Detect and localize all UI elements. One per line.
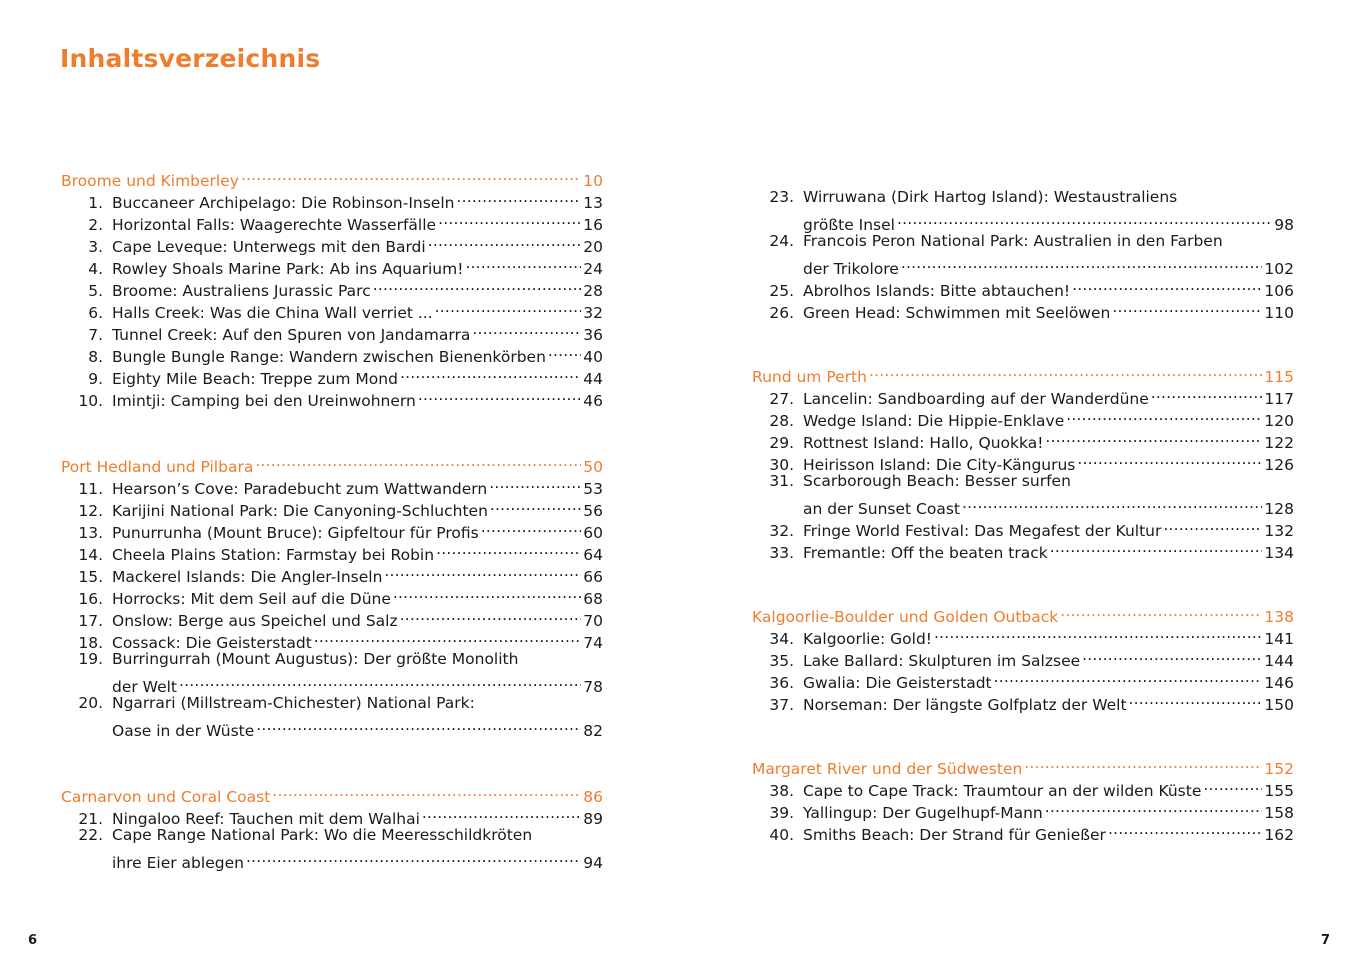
entry-title: Broome: Australiens Jurassic Parc (112, 282, 371, 300)
toc-entry[interactable] (60, 846, 603, 872)
leader-dots (373, 274, 582, 296)
entry-title: Green Head: Schwimmen mit Seelöwen (803, 304, 1111, 322)
entry-number: 14. (78, 546, 103, 564)
toc-entry[interactable] (60, 648, 603, 670)
entry-page: 70 (583, 612, 603, 630)
leader-dots (1060, 600, 1262, 622)
page-number-left: 6 (28, 933, 38, 948)
section-heading[interactable] (60, 780, 603, 806)
entry-number: 27. (769, 390, 794, 408)
entry-page: 122 (1264, 434, 1294, 452)
entry-number: 7. (88, 326, 103, 344)
leader-dots (548, 340, 581, 362)
entry-number: 10. (78, 392, 103, 410)
leader-dots (179, 670, 581, 692)
entry-title: Buccaneer Archipelago: Die Robinson-Inseln (112, 194, 455, 212)
entry-page: 28 (583, 282, 603, 300)
entry-page: 44 (583, 370, 603, 388)
toc-section (751, 186, 1294, 322)
leader-dots (472, 318, 581, 340)
entry-page: 36 (583, 326, 603, 344)
entry-page: 144 (1264, 652, 1294, 670)
entry-title: größte Insel (803, 216, 895, 234)
entry-page: 120 (1264, 412, 1294, 430)
leader-dots (1112, 296, 1262, 318)
entry-title: Wirruwana (Dirk Hartog Island): Westaustraliens (803, 188, 1178, 206)
entry-page: 46 (583, 392, 603, 410)
entry-title: Rottnest Island: Hallo, Quokka! (803, 434, 1044, 452)
leader-dots (489, 472, 581, 494)
toc-section (60, 450, 603, 740)
entry-title: Rowley Shoals Marine Park: Ab ins Aquarium! (112, 260, 464, 278)
entry-title: an der Sunset Coast (803, 500, 960, 518)
leader-dots (435, 296, 582, 318)
entry-title: Onslow: Berge aus Speichel und Salz (112, 612, 398, 630)
entry-number: 15. (78, 568, 103, 586)
entry-title: Abrolhos Islands: Bitte abtauchen! (803, 282, 1071, 300)
section-title: Rund um Perth (752, 368, 867, 386)
toc-column-right (751, 186, 1294, 882)
entry-number: 31. (769, 472, 794, 490)
entry-number: 35. (769, 652, 794, 670)
entry-title: Scarborough Beach: Besser surfen (803, 472, 1071, 490)
entry-page: 117 (1264, 390, 1294, 408)
entry-title: Oase in der Wüste (112, 722, 255, 740)
entry-page: 128 (1264, 500, 1294, 518)
entry-title: Tunnel Creek: Auf den Spuren von Jandamarra (112, 326, 471, 344)
entry-page: 16 (583, 216, 603, 234)
entry-title: Fremantle: Off the beaten track (803, 544, 1048, 562)
entry-number: 38. (769, 782, 794, 800)
toc-entry[interactable] (751, 186, 1294, 208)
entry-page: 78 (583, 678, 603, 696)
entry-title: Bungle Bungle Range: Wandern zwischen Bienenkörben (112, 348, 546, 366)
section-page: 152 (1264, 760, 1294, 778)
leader-dots (393, 582, 581, 604)
leader-dots (1203, 774, 1262, 796)
entry-number: 26. (769, 304, 794, 322)
entry-page: 110 (1264, 304, 1294, 322)
entry-number: 39. (769, 804, 794, 822)
toc-section (751, 360, 1294, 562)
section-heading[interactable] (751, 752, 1294, 778)
entry-number: 29. (769, 434, 794, 452)
entry-page: 158 (1264, 804, 1294, 822)
toc-section (60, 780, 603, 872)
entry-title: Halls Creek: Was die China Wall verriet ... (112, 304, 433, 322)
entry-page: 146 (1264, 674, 1294, 692)
entry-title: Eighty Mile Beach: Treppe zum Mond (112, 370, 398, 388)
entry-title: Wedge Island: Die Hippie-Enklave (803, 412, 1065, 430)
section-title: Margaret River und der Südwesten (752, 760, 1023, 778)
entry-page: 162 (1264, 826, 1294, 844)
entry-title: der Welt (112, 678, 178, 696)
entry-title: ihre Eier ablegen (112, 854, 244, 872)
leader-dots (490, 494, 581, 516)
section-title: Carnarvon und Coral Coast (61, 788, 271, 806)
leader-dots (1066, 404, 1262, 426)
leader-dots (436, 538, 581, 560)
entry-number: 34. (769, 630, 794, 648)
leader-dots (994, 666, 1263, 688)
entry-number: 4. (88, 260, 103, 278)
leader-dots (428, 230, 582, 252)
entry-page: 106 (1264, 282, 1294, 300)
leader-dots (1024, 752, 1262, 774)
entry-number: 6. (88, 304, 103, 322)
leader-dots (256, 714, 581, 736)
entry-number: 3. (88, 238, 103, 256)
entry-title: Norseman: Der längste Golfplatz der Welt (803, 696, 1127, 714)
entry-title: Francois Peron National Park: Australien in den Farben (803, 232, 1223, 250)
leader-dots (456, 186, 581, 208)
entry-title: Mackerel Islands: Die Angler-Inseln (112, 568, 383, 586)
entry-page: 74 (583, 634, 603, 652)
toc-entry[interactable] (751, 230, 1294, 252)
entry-title: Ngarrari (Millstream-Chichester) National Park: (112, 694, 475, 712)
entry-number: 13. (78, 524, 103, 542)
entry-title: Lancelin: Sandboarding auf der Wanderdüne (803, 390, 1149, 408)
leader-dots (241, 164, 581, 186)
leader-dots (255, 450, 581, 472)
section-heading[interactable] (60, 164, 603, 190)
entry-number: 23. (769, 188, 794, 206)
toc-entry[interactable] (751, 492, 1294, 518)
entry-number: 22. (78, 826, 103, 844)
entry-number: 8. (88, 348, 103, 366)
leader-dots (246, 846, 581, 868)
toc-section (60, 164, 603, 410)
entry-title: Hearson’s Cove: Paradebucht zum Wattwandern (112, 480, 488, 498)
entry-title: Cape to Cape Track: Traumtour an der wilden Küste (803, 782, 1202, 800)
entry-number: 5. (88, 282, 103, 300)
leader-dots (481, 516, 582, 538)
entry-page: 132 (1264, 522, 1294, 540)
leader-dots (1072, 274, 1262, 296)
leader-dots (901, 252, 1263, 274)
entry-number: 25. (769, 282, 794, 300)
entry-number: 1. (88, 194, 103, 212)
entry-page: 20 (583, 238, 603, 256)
toc-entry[interactable] (751, 208, 1294, 234)
entry-page: 82 (583, 722, 603, 740)
entry-page: 24 (583, 260, 603, 278)
leader-dots (1129, 688, 1263, 710)
entry-title: Fringe World Festival: Das Megafest der Kultur (803, 522, 1162, 540)
entry-title: Burringurrah (Mount Augustus): Der größte Monolith (112, 650, 519, 668)
entry-number: 9. (88, 370, 103, 388)
entry-title: Smiths Beach: Der Strand für Genießer (803, 826, 1106, 844)
entry-page: 40 (583, 348, 603, 366)
entry-title: Horizontal Falls: Waagerechte Wasserfälle (112, 216, 437, 234)
entry-number: 33. (769, 544, 794, 562)
leader-dots (1151, 382, 1263, 404)
toc-entry[interactable] (60, 692, 603, 714)
leader-dots (400, 604, 582, 626)
entry-number: 11. (78, 480, 103, 498)
toc-section (751, 752, 1294, 844)
entry-title: Lake Ballard: Skulpturen im Salzsee (803, 652, 1081, 670)
leader-dots (897, 208, 1272, 230)
section-page: 86 (583, 788, 603, 806)
toc-entry[interactable] (751, 470, 1294, 492)
toc-entry[interactable] (60, 670, 603, 696)
entry-page: 68 (583, 590, 603, 608)
toc-entry[interactable] (60, 714, 603, 740)
page-number-right: 7 (1321, 933, 1331, 948)
entry-page: 94 (583, 854, 603, 872)
entry-title: Cheela Plains Station: Farmstay bei Robin (112, 546, 435, 564)
entry-page: 89 (583, 810, 603, 828)
entry-page: 66 (583, 568, 603, 586)
entry-title: Heirisson Island: Die City-Kängurus (803, 456, 1076, 474)
entry-title: Cape Leveque: Unterwegs mit den Bardi (112, 238, 426, 256)
section-page: 115 (1264, 368, 1294, 386)
leader-dots (384, 560, 581, 582)
entry-title: der Trikolore (803, 260, 899, 278)
entry-page: 13 (583, 194, 603, 212)
entry-page: 56 (583, 502, 603, 520)
entry-number: 19. (78, 650, 103, 668)
entry-number: 24. (769, 232, 794, 250)
entry-page: 141 (1264, 630, 1294, 648)
entry-title: Horrocks: Mit dem Seil auf die Düne (112, 590, 391, 608)
entry-title: Cape Range National Park: Wo die Meeresschildkröten (112, 826, 533, 844)
entry-title: Gwalia: Die Geisterstadt (803, 674, 992, 692)
entry-number: 40. (769, 826, 794, 844)
entry-number: 30. (769, 456, 794, 474)
toc-section (751, 600, 1294, 714)
section-heading[interactable] (751, 360, 1294, 386)
entry-page: 60 (583, 524, 603, 542)
entry-page: 98 (1274, 216, 1294, 234)
section-page: 138 (1264, 608, 1294, 626)
toc-entry[interactable] (751, 252, 1294, 278)
leader-dots (1082, 644, 1262, 666)
entry-title: Ningaloo Reef: Tauchen mit dem Walhai (112, 810, 420, 828)
section-title: Kalgoorlie-Boulder und Golden Outback (752, 608, 1059, 626)
section-title: Broome und Kimberley (61, 172, 239, 190)
entry-number: 2. (88, 216, 103, 234)
leader-dots (314, 626, 581, 648)
entry-title: Kalgoorlie: Gold! (803, 630, 933, 648)
section-heading[interactable] (751, 600, 1294, 626)
entry-title: Cossack: Die Geisterstadt (112, 634, 312, 652)
leader-dots (418, 384, 581, 406)
entry-number: 32. (769, 522, 794, 540)
entry-number: 17. (78, 612, 103, 630)
leader-dots (1163, 514, 1262, 536)
entry-number: 18. (78, 634, 103, 652)
toc-column-left (60, 164, 603, 912)
entry-page: 134 (1264, 544, 1294, 562)
entry-page: 102 (1264, 260, 1294, 278)
leader-dots (869, 360, 1262, 382)
leader-dots (1108, 818, 1262, 840)
leader-dots (1077, 448, 1262, 470)
entry-page: 155 (1264, 782, 1294, 800)
entry-page: 150 (1264, 696, 1294, 714)
page-title: Inhaltsverzeichnis (60, 44, 321, 73)
leader-dots (1045, 796, 1263, 818)
section-heading[interactable] (60, 450, 603, 476)
entry-page: 126 (1264, 456, 1294, 474)
entry-number: 28. (769, 412, 794, 430)
leader-dots (272, 780, 581, 802)
entry-title: Yallingup: Der Gugelhupf-Mann (803, 804, 1043, 822)
entry-page: 64 (583, 546, 603, 564)
entry-title: Punurrunha (Mount Bruce): Gipfeltour für Profis (112, 524, 479, 542)
leader-dots (422, 802, 581, 824)
leader-dots (962, 492, 1262, 514)
section-title: Port Hedland und Pilbara (61, 458, 254, 476)
toc-entry[interactable] (60, 824, 603, 846)
section-page: 10 (583, 172, 603, 190)
entry-number: 16. (78, 590, 103, 608)
entry-title: Imintji: Camping bei den Ureinwohnern (112, 392, 416, 410)
leader-dots (465, 252, 581, 274)
entry-number: 12. (78, 502, 103, 520)
leader-dots (1045, 426, 1262, 448)
entry-title: Karijini National Park: Die Canyoning-Schluchten (112, 502, 488, 520)
entry-page: 32 (583, 304, 603, 322)
leader-dots (934, 622, 1262, 644)
entry-number: 36. (769, 674, 794, 692)
entry-page: 53 (583, 480, 603, 498)
section-page: 50 (583, 458, 603, 476)
leader-dots (438, 208, 581, 230)
entry-number: 21. (78, 810, 103, 828)
entry-number: 37. (769, 696, 794, 714)
entry-number: 20. (78, 694, 103, 712)
leader-dots (1050, 536, 1263, 558)
leader-dots (400, 362, 581, 384)
